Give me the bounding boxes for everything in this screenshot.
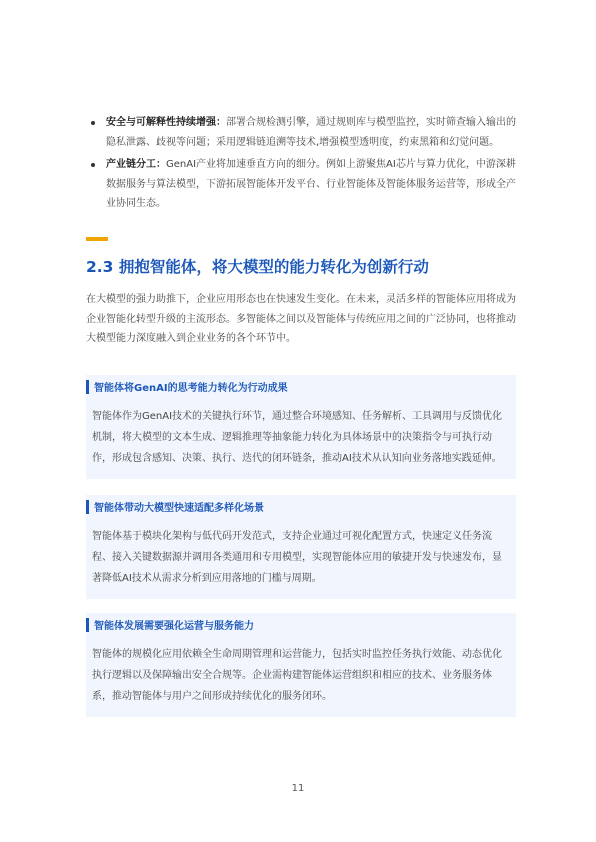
bullet-term: 产业链分工：	[106, 159, 166, 170]
callout-card	[86, 375, 516, 479]
callout-body: 智能体的规模化应用依赖全生命周期管理和运营能力，包括实时监控任务执行效能、动态优化执行逻辑以及保障输出安全合规等。企业需构建智能体运营组织和相应的技术、业务服务体系，推动智能体与用户之间形成持续优化的服务闭环。	[92, 649, 502, 702]
callout-accent-bar	[86, 618, 89, 632]
callout-header	[86, 613, 516, 639]
callout-card	[86, 613, 516, 717]
bullet-list	[86, 113, 516, 214]
callout-body: 智能体作为GenAI技术的关键执行环节，通过整合环境感知、任务解析、工具调用与反馈优化机制，将大模型的文本生成、逻辑推理等抽象能力转化为具体场景中的决策指令与可执行动作，形成包含感知、决策、执行、迭代的闭环链条，推动AI技术从认知向业务落地实践延伸。	[92, 411, 503, 464]
bullet-item	[86, 113, 516, 152]
bullet-term: 安全与可解释性持续增强：	[106, 117, 226, 128]
callout-card	[86, 495, 516, 599]
section-accent-bar	[86, 237, 108, 241]
callout-body: 智能体基于模块化架构与低代码开发范式，支持企业通过可视化配置方式，快速定义任务流程、接入关键数据源并调用各类通用和专用模型，实现智能体应用的敏捷开发与快速发布，显著降低AI技术从需求分析到应用落地的门槛与周期。	[92, 531, 502, 584]
bullet-dot-icon	[91, 163, 95, 167]
callout-header	[86, 375, 516, 401]
callout-accent-bar	[86, 380, 89, 394]
bullet-text: 部署合规检测引擎，通过规则库与模型监控，实时筛查输入输出的隐私泄露、歧视等问题；采用逻辑链追溯等技术,增强模型透明度，约束黑箱和幻觉问题。	[106, 117, 516, 148]
callout-title: 智能体带动大模型快速适配多样化场景	[94, 503, 264, 514]
section-intro: 在大模型的强力助推下，企业应用形态也在快速发生变化。在未来，灵活多样的智能体应用将成为企业智能化转型升级的主流形态。多智能体之间以及智能体与传统应用之间的广泛协同，也将推动大模型能力深度融入到企业业务的各个环节中。	[86, 294, 516, 344]
page-number: 11	[291, 783, 305, 794]
callout-title: 智能体发展需要强化运营与服务能力	[94, 621, 254, 632]
callout-accent-bar	[86, 500, 89, 514]
callout-header	[86, 495, 516, 521]
callout-title: 智能体将GenAI的思考能力转化为行动成果	[94, 383, 288, 394]
bullet-dot-icon	[91, 121, 95, 125]
section-title: 2.3 拥抱智能体，将大模型的能力转化为创新行动	[86, 258, 429, 276]
bullet-item	[86, 155, 516, 214]
bullet-text: GenAI产业将加速垂直方向的细分。例如上游聚焦AI芯片与算力优化，中游深耕数据服务与算法模型，下游拓展智能体开发平台、行业智能体及智能体服务运营等，形成全产业协同生态。	[106, 159, 516, 209]
